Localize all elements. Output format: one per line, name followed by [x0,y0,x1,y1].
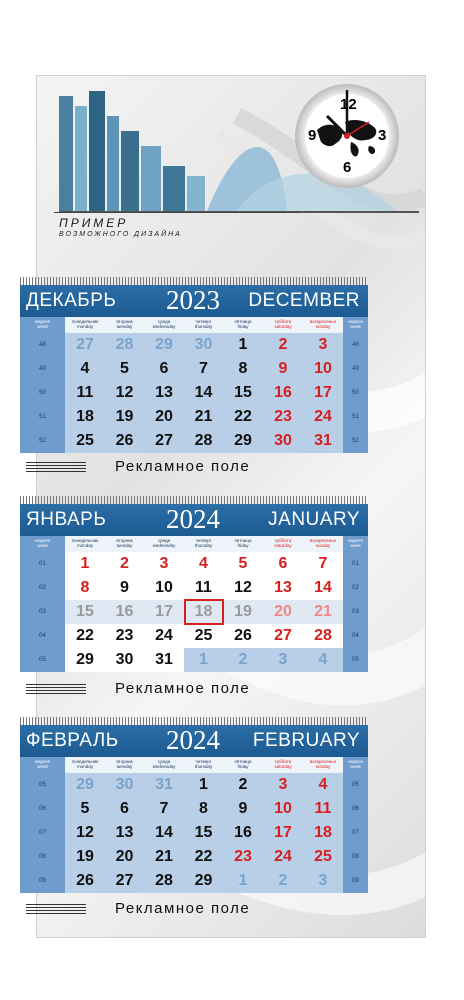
header-image [37,76,425,276]
weekday-header: пятница friday [223,317,263,333]
day-cell[interactable]: 13 [115,824,134,841]
day-cell[interactable]: 25 [184,624,223,648]
day-cell[interactable]: 2 [278,872,288,889]
week-header: неделя week [348,538,363,548]
weekday-header: вторник tuesday [105,317,144,333]
day-cell[interactable]: 24 [314,408,332,425]
day-cell[interactable]: 10 [144,576,184,600]
weekday-header: вторник tuesday [105,757,144,773]
day-cell[interactable]: 12 [115,384,134,401]
week-number: 04 [39,633,46,639]
day-cell[interactable]: 2 [278,336,288,353]
day-cell[interactable]: 13 [155,384,173,401]
week-number: 51 [352,414,359,420]
day-cell[interactable]: 5 [223,552,263,576]
week-number: 07 [39,830,46,836]
weekday-header: суббота saturday [263,317,303,333]
day-cell[interactable]: 2 [238,651,248,668]
ad-field-text: Рекламное поле [115,458,251,475]
weekday-header: воскресенье sunday [303,757,343,773]
month-year: 2023 [166,285,220,315]
week-number: 48 [352,342,359,348]
clock-numeral-12: 12 [340,96,357,113]
week-header: неделя week [348,759,363,769]
day-cell[interactable]: 28 [155,872,173,889]
wall-clock [295,84,399,188]
day-cell[interactable]: 16 [274,384,292,401]
month-block-2 [20,725,368,891]
day-cell[interactable]: 22 [65,624,105,648]
week-number: 02 [39,585,46,591]
day-cell[interactable]: 23 [105,624,144,648]
day-cell[interactable]: 28 [303,624,343,648]
day-cell[interactable]: 20 [115,848,134,865]
day-cell[interactable]: 3 [278,651,288,668]
day-cell[interactable]: 6 [159,360,169,377]
day-cell[interactable]: 25 [314,848,332,865]
brand-line-1: ПРИМЕР [59,216,129,230]
day-cell[interactable]: 11 [184,576,223,600]
ad-stripes [26,684,86,696]
day-cell[interactable]: 30 [115,776,134,793]
day-cell[interactable]: 5 [80,800,90,817]
day-cell[interactable]: 8 [65,576,105,600]
day-cell[interactable]: 26 [76,872,94,889]
day-cell[interactable]: 31 [144,648,184,672]
day-cell[interactable]: 3 [318,872,328,889]
month-name-en: FEBRUARY [252,730,360,751]
day-cell[interactable]: 21 [303,600,343,624]
weekday-header: среда wednesday [144,317,184,333]
week-number: 08 [352,854,359,860]
week-number: 03 [39,609,46,615]
day-cell[interactable]: 10 [314,360,332,377]
week-number: 52 [39,438,46,444]
day-cell[interactable]: 17 [144,600,184,624]
day-cell[interactable]: 15 [234,384,252,401]
month-banner [20,285,368,317]
day-cell[interactable]: 7 [303,552,343,576]
spiral-binding [20,277,368,285]
spiral-binding [20,717,368,725]
weekday-header: понедельник monday [65,317,105,333]
day-cell[interactable]: 30 [274,432,292,449]
week-number: 05 [39,657,46,663]
week-number: 51 [39,414,46,420]
day-cell[interactable]: 18 [184,600,223,624]
day-cell[interactable]: 30 [194,336,213,353]
day-cell[interactable]: 9 [278,360,288,377]
weekday-header-row [20,317,368,333]
weekday-header: четверг thursday [184,536,223,552]
week-number: 08 [39,854,46,860]
ad-field-text: Рекламное поле [115,680,251,697]
week-header: неделя week [35,319,50,329]
weekday-header: четверг thursday [184,757,223,773]
week-number: 02 [352,585,359,591]
weekday-header: четверг thursday [184,317,223,333]
ad-stripes [26,462,86,474]
month-name-ru: ЯНВАРЬ [26,509,107,530]
day-cell[interactable]: 1 [238,336,248,353]
weekday-header: воскресенье sunday [303,536,343,552]
weekday-header: понедельник monday [65,536,105,552]
week-number: 03 [352,609,359,615]
day-cell[interactable]: 26 [115,432,134,449]
day-cell[interactable]: 20 [263,600,303,624]
day-cell[interactable]: 8 [199,800,208,817]
day-cell[interactable]: 26 [223,624,263,648]
ad-field-text: Рекламное поле [115,900,251,917]
day-cell[interactable]: 25 [76,432,94,449]
day-cell[interactable]: 29 [234,432,252,449]
day-cell[interactable]: 24 [274,848,292,865]
week-number: 01 [39,561,46,567]
day-cell[interactable]: 30 [105,648,144,672]
week-number: 01 [352,561,359,567]
weekday-header: суббота saturday [263,536,303,552]
month-block-1 [20,504,368,670]
day-cell[interactable]: 22 [234,408,252,425]
day-cell[interactable]: 18 [314,824,332,841]
ad-field [20,680,368,700]
day-cell[interactable]: 14 [155,824,173,841]
day-cell[interactable]: 29 [65,648,105,672]
day-cell[interactable]: 1 [199,651,208,668]
month-banner [20,504,368,536]
day-cell[interactable]: 3 [144,552,184,576]
day-cell[interactable]: 10 [274,800,292,817]
week-number: 06 [352,806,359,812]
week-number: 05 [352,782,359,788]
week-number: 05 [352,657,359,663]
week-header: неделя week [35,538,50,548]
day-cell[interactable]: 27 [263,624,303,648]
day-cell[interactable]: 3 [278,776,288,793]
weekday-header-row [20,536,368,552]
day-cell[interactable]: 13 [263,576,303,600]
day-cell[interactable]: 4 [80,360,90,377]
day-cell[interactable]: 9 [105,576,144,600]
day-cell[interactable]: 27 [76,336,94,353]
day-cell[interactable]: 15 [194,824,213,841]
day-cell[interactable]: 4 [318,651,328,668]
month-name-en: DECEMBER [248,290,360,311]
day-cell[interactable]: 27 [155,432,173,449]
month-block-0 [20,285,368,451]
day-cell[interactable]: 16 [234,824,252,841]
spiral-binding [20,496,368,504]
week-number: 49 [39,366,46,372]
weekday-header: среда wednesday [144,757,184,773]
week-number: 50 [352,390,359,396]
month-name-en: JANUARY [268,509,360,530]
week-number: 09 [352,878,359,884]
weekday-header: пятница friday [223,757,263,773]
day-cell[interactable]: 27 [115,872,134,889]
weekday-header: понедельник monday [65,757,105,773]
day-cell[interactable]: 29 [76,776,94,793]
weekday-header: пятница friday [223,536,263,552]
day-cell[interactable]: 29 [155,336,173,353]
day-cell[interactable]: 1 [65,552,105,576]
week-header: неделя week [35,759,50,769]
brand-line-2: ВОЗМОЖНОГО ДИЗАЙНА [59,231,182,238]
day-cell[interactable]: 6 [120,800,129,817]
day-cell[interactable]: 11 [76,384,94,401]
week-number: 04 [352,633,359,639]
week-number: 09 [39,878,46,884]
day-cell[interactable]: 15 [65,600,105,624]
day-cell[interactable]: 21 [155,848,173,865]
weekday-header: среда wednesday [144,536,184,552]
day-cell[interactable]: 6 [263,552,303,576]
weekday-header: суббота saturday [263,757,303,773]
week-number: 50 [39,390,46,396]
day-cell[interactable]: 7 [199,360,208,377]
day-cell[interactable]: 17 [274,824,292,841]
day-cell[interactable]: 1 [238,872,248,889]
day-cell[interactable]: 21 [194,408,213,425]
day-cell[interactable]: 11 [314,800,332,817]
week-number: 05 [39,782,46,788]
week-number: 52 [352,438,359,444]
ad-field [20,458,368,478]
day-cell[interactable]: 8 [238,360,248,377]
week-number: 49 [352,366,359,372]
day-cell[interactable]: 12 [223,576,263,600]
weekday-header-row [20,757,368,773]
week-header: неделя week [348,319,363,329]
day-cell[interactable]: 14 [303,576,343,600]
week-number: 06 [39,806,46,812]
day-cell[interactable]: 5 [120,360,129,377]
day-cell[interactable]: 19 [76,848,94,865]
ad-field [20,900,368,920]
month-year: 2024 [166,725,220,755]
day-cell[interactable]: 3 [318,336,328,353]
current-day-highlight [184,599,224,625]
day-cell[interactable]: 28 [194,432,213,449]
day-cell[interactable]: 9 [238,800,248,817]
weekday-header: воскресенье sunday [303,317,343,333]
weekday-header: вторник tuesday [105,536,144,552]
ad-stripes [26,904,86,916]
day-cell[interactable]: 29 [194,872,213,889]
week-number: 48 [39,342,46,348]
day-cell[interactable]: 31 [314,432,332,449]
day-cell[interactable]: 4 [184,552,223,576]
clock-numeral-6: 6 [343,159,352,176]
day-cell[interactable]: 19 [115,408,134,425]
day-cell[interactable]: 12 [76,824,94,841]
day-cell[interactable]: 16 [105,600,144,624]
month-name-ru: ДЕКАБРЬ [26,290,117,311]
day-cell[interactable]: 4 [318,776,328,793]
day-cell[interactable]: 2 [105,552,144,576]
day-cell[interactable]: 22 [194,848,213,865]
week-number: 07 [352,830,359,836]
day-cell[interactable]: 17 [314,384,332,401]
day-cell[interactable]: 18 [76,408,94,425]
month-banner [20,725,368,757]
day-cell[interactable]: 24 [144,624,184,648]
day-cell[interactable]: 19 [223,600,263,624]
day-cell[interactable]: 14 [194,384,213,401]
day-cell[interactable]: 1 [199,776,208,793]
day-cell[interactable]: 28 [115,336,134,353]
clock-numeral-9: 9 [308,127,317,144]
clock-numeral-3: 3 [378,127,387,144]
day-cell[interactable]: 31 [155,776,173,793]
day-cell[interactable]: 7 [159,800,169,817]
brand-caption [59,216,182,238]
day-cell[interactable]: 23 [274,408,292,425]
day-cell[interactable]: 20 [155,408,173,425]
day-cell[interactable]: 23 [234,848,252,865]
brand-rule [54,212,299,213]
month-name-ru: ФЕВРАЛЬ [26,730,119,751]
month-year: 2024 [166,504,220,534]
day-cell[interactable]: 2 [238,776,248,793]
